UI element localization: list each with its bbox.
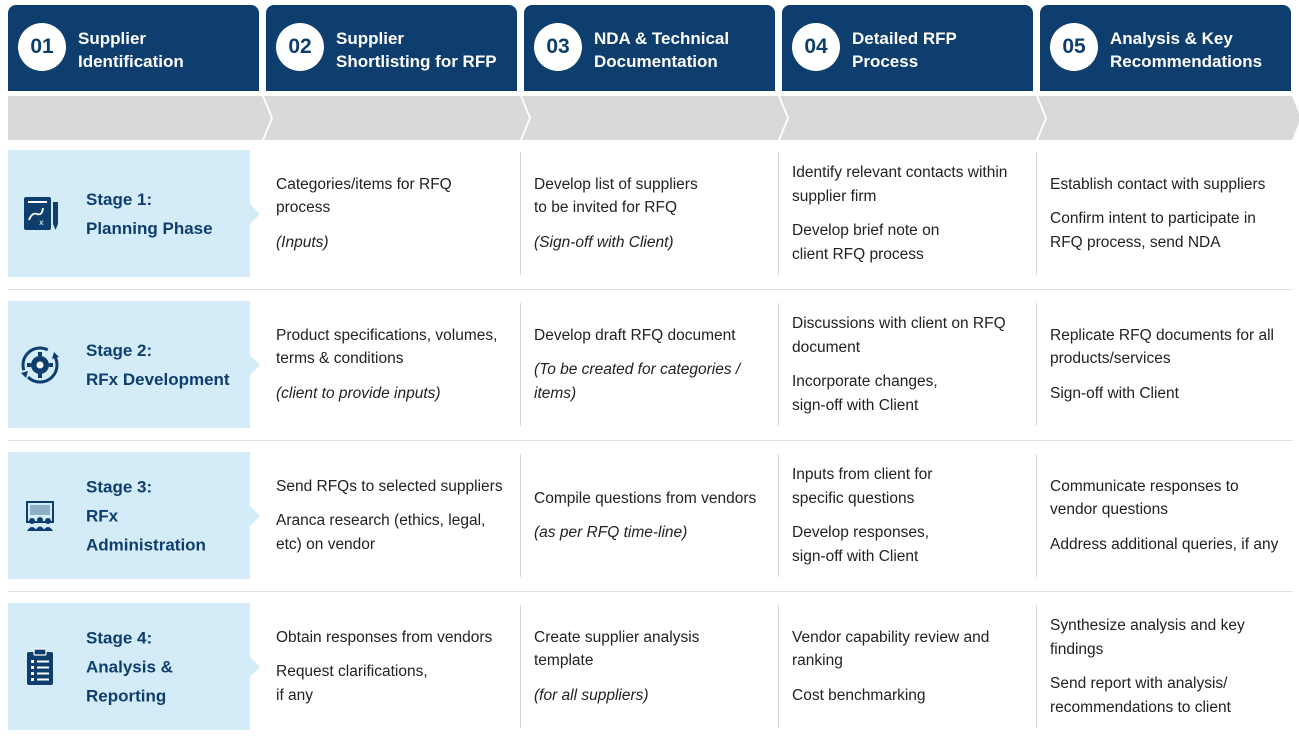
row-divider: [8, 440, 1293, 441]
stage-2-phase-3-cell: [524, 301, 772, 428]
column-divider: [778, 303, 779, 426]
cell-text-line: (as per RFQ time-line): [534, 524, 688, 541]
cell-text-line: Synthesize analysis and key: [1050, 617, 1245, 634]
stage-pointer: [250, 355, 260, 375]
phase-title-line: Detailed RFP: [852, 29, 957, 48]
phase-title-line: Shortlisting for RFP: [336, 52, 497, 71]
stage-title: [86, 623, 173, 710]
paragraph-gap: [534, 220, 768, 231]
stage-pointer: [250, 204, 260, 224]
cell-text-line: Aranca research (ethics, legal,: [276, 512, 486, 530]
phase-number-badge: 01: [18, 23, 66, 71]
cell-text-line: (To be created for categories /: [534, 361, 741, 379]
presentation-people-icon: [18, 494, 62, 538]
paragraph-gap: [1050, 661, 1284, 672]
arrow-segment-2: [264, 96, 529, 140]
stage-title: [86, 336, 230, 394]
arrow-segment-5: [1038, 96, 1299, 140]
column-divider: [778, 454, 779, 577]
column-divider: [1036, 303, 1037, 426]
cell-text-line: Discussions with client on RFQ: [792, 315, 1006, 332]
cell-text-line: Categories/items for RFQ: [276, 175, 452, 193]
column-divider: [520, 303, 521, 426]
column-divider: [1036, 152, 1037, 275]
cell-text-line: sign-off with Client: [792, 396, 919, 414]
cell-text-line: process: [276, 199, 331, 217]
phase-title-line: Process: [852, 52, 919, 71]
phase-number-badge: 03: [534, 23, 582, 71]
cell-text-line: if any: [276, 686, 314, 704]
phase-number-badge: 02: [276, 23, 324, 71]
stage-title-line: Stage 2:: [86, 340, 153, 360]
cell-text-line: Establish contact with suppliers: [1050, 175, 1266, 193]
stage-3-phase-3-cell: [524, 452, 772, 579]
arrow-segment-4: [780, 96, 1045, 140]
stage-title-line: Reporting: [86, 686, 167, 705]
stage-4-phase-5-cell: [1040, 603, 1288, 730]
phase-title: [1110, 27, 1262, 73]
cell-text-line: Cost benchmarking: [792, 686, 926, 704]
stage-title-line: Analysis &: [86, 657, 173, 676]
paragraph-gap: [534, 673, 768, 684]
cell-text-line: products/services: [1050, 350, 1171, 368]
paragraph-gap: [792, 510, 1026, 521]
cell-text-line: Confirm intent to participate in: [1050, 210, 1256, 228]
paragraph-gap: [1050, 522, 1284, 533]
column-divider: [1036, 605, 1037, 728]
cell-text-line: supplier firm: [792, 187, 877, 205]
phase-header-02: [266, 5, 517, 91]
cell-text-line: vendor questions: [1050, 501, 1169, 519]
phase-number-badge: 04: [792, 23, 840, 71]
cell-text-line: Develop draft RFQ document: [534, 326, 736, 344]
stage-pointer: [250, 657, 260, 677]
cell-text-line: items): [534, 384, 577, 402]
cell-text-line: Replicate RFQ documents for all: [1050, 326, 1274, 344]
stage-4-phase-3-cell: [524, 603, 772, 730]
cell-text-line: Incorporate changes,: [792, 373, 938, 390]
cell-text-line: recommendations to client: [1050, 698, 1231, 716]
stage-title: [86, 472, 206, 559]
stage-2-label-box: [8, 301, 250, 428]
cell-text-line: findings: [1050, 640, 1104, 658]
stage-1-phase-4-cell: [782, 150, 1030, 277]
stage-4-phase-2-cell: [266, 603, 514, 730]
column-divider: [1036, 454, 1037, 577]
clipboard-checklist-icon: [18, 645, 62, 689]
phase-header-03: [524, 5, 775, 91]
phase-header-05: [1040, 5, 1291, 91]
phase-title-line: NDA & Technical: [594, 29, 730, 48]
cell-text-line: (for all suppliers): [534, 686, 649, 704]
paragraph-gap: [534, 347, 768, 358]
stage-1-phase-2-cell: [266, 150, 514, 277]
cell-text-line: Vendor capability review and: [792, 628, 990, 646]
stage-pointer: [250, 506, 260, 526]
phase-title-line: Recommendations: [1110, 52, 1263, 71]
cell-text-line: Send RFQs to selected suppliers: [276, 477, 503, 495]
phase-title: [336, 27, 497, 73]
cell-text-line: RFQ process, send NDA: [1050, 233, 1221, 251]
cell-text-line: (client to provide inputs): [276, 384, 441, 402]
cell-text-line: Develop responses,: [792, 524, 929, 541]
row-divider: [8, 289, 1293, 290]
cell-text-line: Inputs from client for: [792, 466, 933, 483]
paragraph-gap: [276, 649, 510, 660]
stage-1-phase-5-cell: [1040, 150, 1288, 277]
stage-title-line: Stage 3:: [86, 477, 153, 496]
stage-3-phase-5-cell: [1040, 452, 1288, 579]
stage-4-label-box: [8, 603, 250, 730]
stage-2-phase-2-cell: [266, 301, 514, 428]
stage-1-label-box: [8, 150, 250, 277]
cell-text-line: Send report with analysis/: [1050, 675, 1228, 692]
paragraph-gap: [792, 359, 1026, 370]
stage-2-phase-5-cell: [1040, 301, 1288, 428]
process-arrow-band: [0, 96, 1299, 140]
phase-title-line: Supplier: [78, 29, 147, 48]
stage-title-line: Stage 4:: [86, 628, 153, 647]
phase-header-04: [782, 5, 1033, 91]
phase-title: [852, 27, 957, 73]
cell-text-line: Request clarifications,: [276, 663, 428, 681]
cell-text-line: to be invited for RFQ: [534, 199, 678, 217]
cell-text-line: Develop list of suppliers: [534, 175, 698, 193]
arrow-segment-1: [8, 96, 271, 140]
row-divider: [8, 591, 1293, 592]
column-divider: [520, 152, 521, 275]
paragraph-gap: [534, 510, 768, 521]
cell-text-line: client RFQ process: [792, 245, 924, 263]
paragraph-gap: [1050, 196, 1284, 207]
paragraph-gap: [1050, 371, 1284, 382]
phase-title-line: Identification: [78, 52, 184, 71]
phase-title-line: Supplier: [336, 29, 405, 48]
cell-text-line: etc) on vendor: [276, 535, 376, 553]
column-divider: [520, 605, 521, 728]
svg-text:x: x: [39, 217, 44, 227]
cell-text-line: template: [534, 652, 594, 670]
stage-4-phase-4-cell: [782, 603, 1030, 730]
cell-text-line: Sign-off with Client: [1050, 384, 1179, 402]
paragraph-gap: [276, 371, 510, 382]
cell-text-line: document: [792, 338, 861, 356]
cell-text-line: terms & conditions: [276, 350, 404, 368]
cell-text-line: Compile questions from vendors: [534, 489, 757, 507]
stage-2-phase-4-cell: [782, 301, 1030, 428]
phase-title-line: Analysis & Key: [1110, 29, 1233, 48]
cell-text-line: Communicate responses to: [1050, 477, 1239, 495]
cell-text-line: Create supplier analysis: [534, 628, 700, 646]
cell-text-line: (Sign-off with Client): [534, 233, 674, 251]
cell-text-line: Address additional queries, if any: [1050, 535, 1279, 553]
column-divider: [778, 152, 779, 275]
paragraph-gap: [276, 498, 510, 509]
phase-title: [594, 27, 729, 73]
phase-number-badge: 05: [1050, 23, 1098, 71]
stage-title-line: RFx: [86, 506, 119, 525]
stage-title-line: Administration: [86, 535, 206, 554]
paragraph-gap: [792, 673, 1026, 684]
cell-text-line: ranking: [792, 652, 843, 670]
phase-header-01: [8, 5, 259, 91]
cell-text-line: Obtain responses from vendors: [276, 628, 493, 646]
stage-title-line: Stage 1:: [86, 189, 153, 209]
stage-title: [86, 185, 213, 243]
phase-title: [78, 27, 184, 73]
phase-title-line: Documentation: [594, 52, 718, 71]
stage-1-phase-3-cell: [524, 150, 772, 277]
arrow-segment-3: [522, 96, 787, 140]
cell-text-line: (Inputs): [276, 233, 329, 251]
cell-text-line: Product specifications, volumes,: [276, 326, 498, 344]
cell-text-line: Identify relevant contacts within: [792, 164, 1008, 181]
planning-board-icon: [18, 192, 62, 236]
stage-title-line: Planning Phase: [86, 218, 213, 238]
paragraph-gap: [792, 208, 1026, 219]
stage-3-phase-4-cell: [782, 452, 1030, 579]
cell-text-line: sign-off with Client: [792, 547, 919, 565]
column-divider: [778, 605, 779, 728]
cell-text-line: specific questions: [792, 489, 915, 507]
stage-3-label-box: [8, 452, 250, 579]
column-divider: [520, 454, 521, 577]
gear-cycle-icon: [18, 343, 62, 387]
stage-3-phase-2-cell: [266, 452, 514, 579]
stage-title-line: RFx Development: [86, 369, 230, 389]
cell-text-line: Develop brief note on: [792, 222, 940, 239]
paragraph-gap: [276, 220, 510, 231]
